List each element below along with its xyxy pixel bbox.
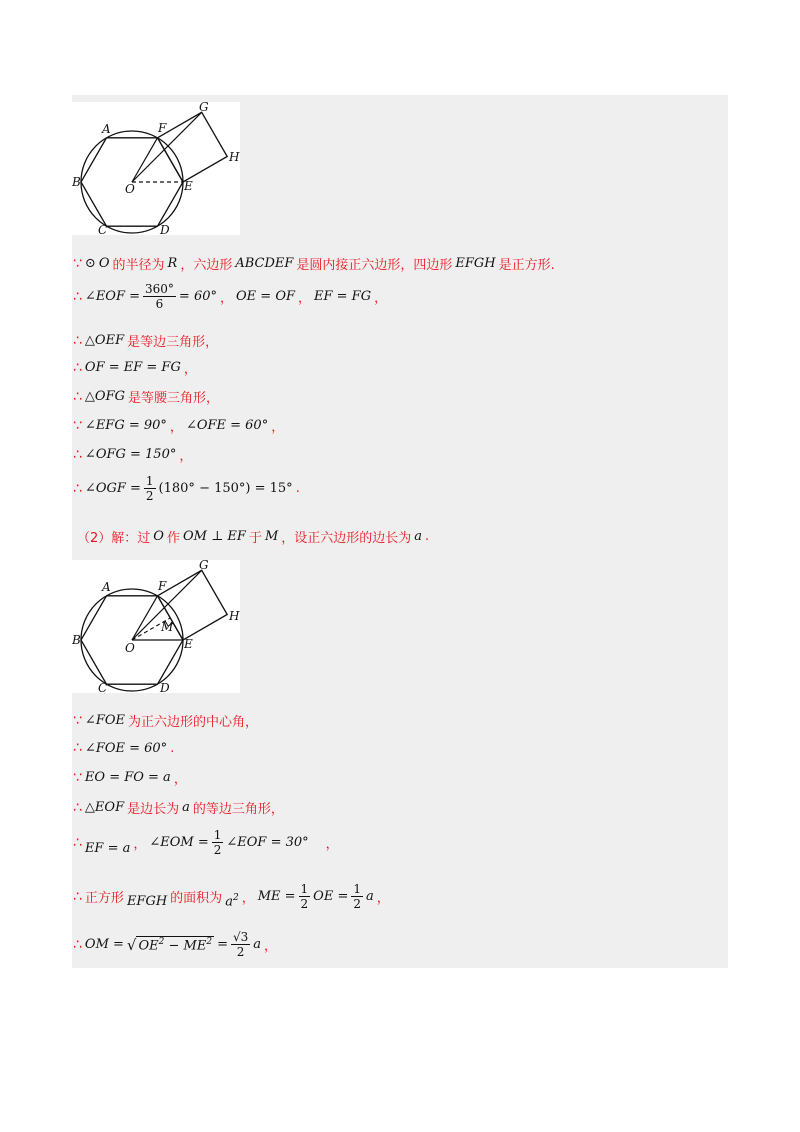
square-root: √ $OE^2 - ME^2$ xyxy=(126,935,213,954)
line-8: ∴ ∠OGF = $\frac{1}{2}$ (180° − 150°) = 15° . xyxy=(73,474,300,503)
label-C: C xyxy=(98,223,108,235)
geometry-figure-1 xyxy=(72,102,240,235)
label-H: H xyxy=(229,150,240,164)
label-O: O xyxy=(125,182,135,196)
label-D: D xyxy=(160,681,170,693)
label-C: C xyxy=(98,681,108,693)
line-11: ∴ ∠FOE = 60° . xyxy=(73,740,175,756)
line-15: ∴ 正方形 EFGH 的面积为 $a^2$ ， ME = $\frac{1}{2}$ OE = $\frac{1}{2}$ a ， xyxy=(73,882,390,911)
line-4: ∴ OF = EF = FG ， xyxy=(73,359,197,377)
label-A: A xyxy=(102,122,111,136)
label-F: F xyxy=(158,579,167,593)
line-6: ∵ ∠EFG = 90° ， ∠OFE = 60° ， xyxy=(73,417,285,435)
fraction: $\frac{√3}{2}$ xyxy=(232,930,249,959)
label-E: E xyxy=(184,637,193,651)
line-12: ∵ EO = FO = a ， xyxy=(73,769,187,787)
line-5: ∴ △OFG 是等腰三角形， xyxy=(73,388,219,406)
line-7: ∴ ∠OFG = 150° ， xyxy=(73,446,193,464)
line-9: （2）解：过 O 作 OM ⊥ EF 于 M ，设正六边形的边长为 a . xyxy=(77,529,430,546)
label-M: M xyxy=(161,620,174,634)
fraction: $\frac{1}{2}$ xyxy=(300,882,309,911)
line-3: ∴ △OEF 是等边三角形， xyxy=(73,332,219,350)
line-14: ∴ EF = a ， ∠EOM = $\frac{1}{2}$ ∠EOF = 30° ， xyxy=(73,828,339,857)
fraction: $\frac{1}{2}$ xyxy=(213,828,222,857)
label-G: G xyxy=(199,560,209,572)
line-10: ∵ ∠FOE 为正六边形的中心角， xyxy=(73,712,258,730)
fraction: $\frac{1}{2}$ xyxy=(145,474,154,503)
label-H: H xyxy=(229,609,240,623)
label-B: B xyxy=(72,633,81,647)
geometry-figure-2 xyxy=(72,560,240,693)
line-13: ∴ △EOF 是边长为 a 的等边三角形， xyxy=(73,799,284,817)
line-16: ∴ OM = √ $OE^2 - ME^2$ = $\frac{√3}{2}$ a ， xyxy=(73,930,278,959)
line-1: ∵ ⊙ O 的半径为 R ，六边形 ABCDEF 是圆内接正六边形，四边形 EFGH 是正方形. xyxy=(73,255,555,273)
label-A: A xyxy=(102,580,111,594)
label-E: E xyxy=(184,179,193,193)
label-D: D xyxy=(160,223,170,235)
label-O: O xyxy=(125,641,135,655)
line-2: ∴ ∠EOF = $\frac{360^\circ}{6}$ = 60° ， OE = OF ， EF = FG ， xyxy=(73,282,388,311)
label-F: F xyxy=(158,121,167,135)
label-B: B xyxy=(72,175,81,189)
fraction: $\frac{1}{2}$ xyxy=(353,882,361,911)
fraction: $\frac{360^\circ}{6}$ xyxy=(145,282,174,311)
label-G: G xyxy=(199,102,209,114)
